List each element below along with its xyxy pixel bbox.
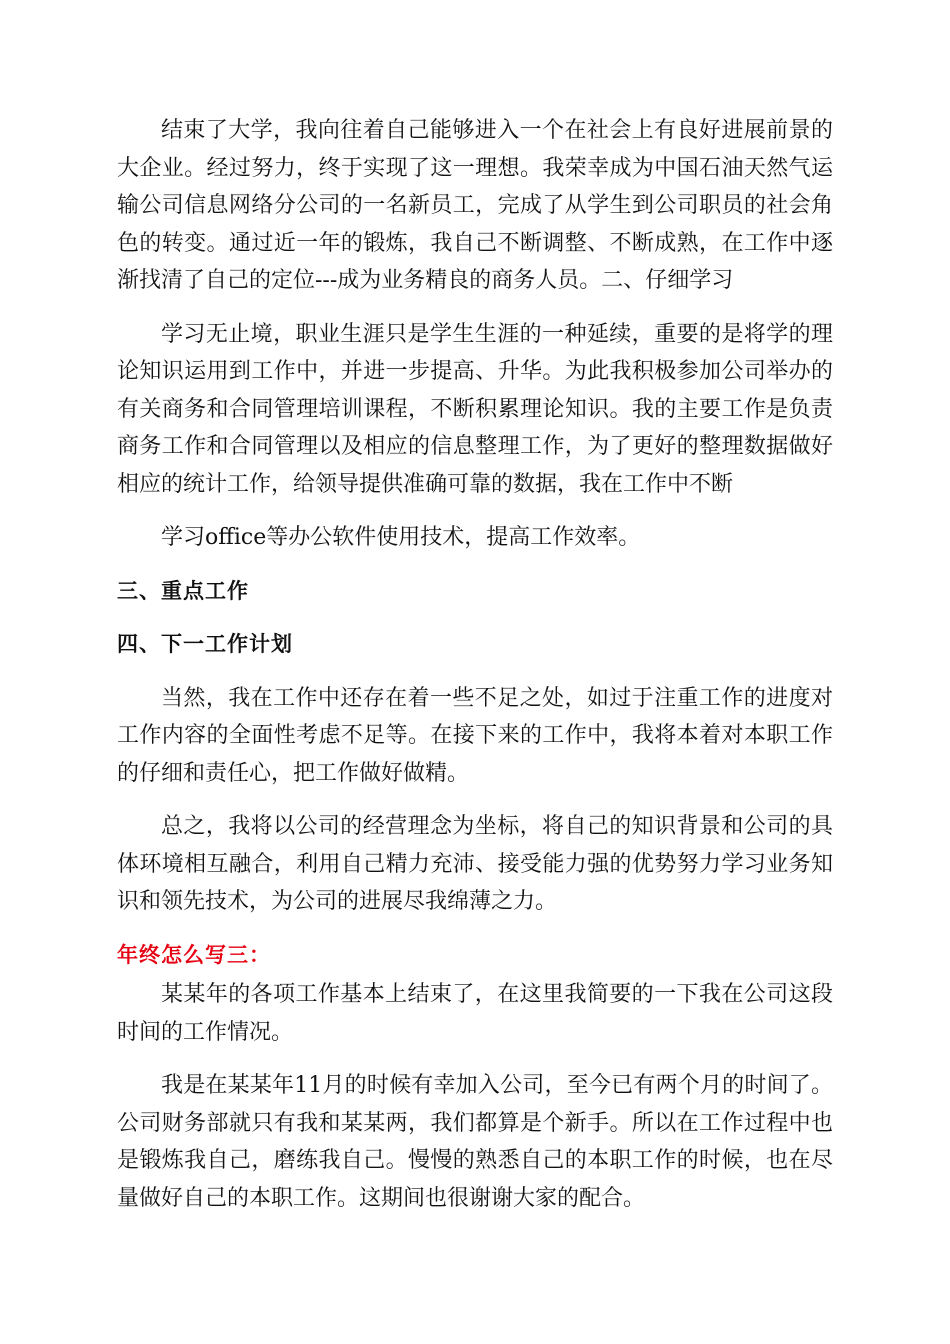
paragraph-summary: 总之，我将以公司的经营理念为坐标，将自己的知识背景和公司的具体环境相互融合，利用自己精力充沛、接受能力强的优势努力学习业务知识和领先技术，为公司的进展尽我绵薄之力。 xyxy=(117,814,833,914)
paragraph-study: 学习无止境，职业生涯只是学生生涯的一种延续，重要的是将学的理论知识运用到工作中，并进一步提高、升华。为此我积极参加公司举办的有关商务和合同管理培训课程，不断积累理论知识。我的主要工作是负责商务工作和合同管理以及相应的信息整理工作，为了更好的整理数据做好相应的统计工作，给领导提供准确可靠的数据，我在工作中不断 xyxy=(117,321,833,497)
heading-key-work: 三、重点工作 xyxy=(117,578,249,603)
heading-next-plan: 四、下一工作计划 xyxy=(117,632,293,656)
paragraph-shortcomings: 当然，我在工作中还存在着一些不足之处，如过于注重工作的进度对工作内容的全面性考虑不足等。在接下来的工作中，我将本着对本职工作的仔细和责任心，把工作做好做精。 xyxy=(117,685,833,786)
paragraph-year-overview: 某某年的各项工作基本上结束了，在这里我简要的一下我在公司这段时间的工作情况。 xyxy=(117,982,833,1045)
paragraph-office: 学习office等办公软件使用技术，提高工作效率。 xyxy=(161,525,641,550)
document-page xyxy=(117,112,833,1233)
paragraph-university: 结束了大学，我向往着自己能够进入一个在社会上有良好进展前景的大企业。经过努力，终于实现了这一理想。我荣幸成为中国石油天然气运输公司信息网络分公司的一名新员工，完成了从学生到公司职员的社会角色的转变。通过近一年的锻炼，我自己不断调整、不断成熟，在工作中逐渐找清了自己的定位---成为业务精良的商务人员。二、仔细学习 xyxy=(117,118,833,293)
heading-year-end-three: 年终怎么写三： xyxy=(117,942,271,967)
paragraph-joining: 我是在某某年11月的时候有幸加入公司，至今已有两个月的时间了。公司财务部就只有我和某某两，我们都算是个新手。所以在工作过程中也是锻炼我自己，磨练我自己。慢慢的熟悉自己的本职工作的时候，也在尽量做好自己的本职工作。这期间也很谢谢大家的配合。 xyxy=(117,1073,833,1211)
